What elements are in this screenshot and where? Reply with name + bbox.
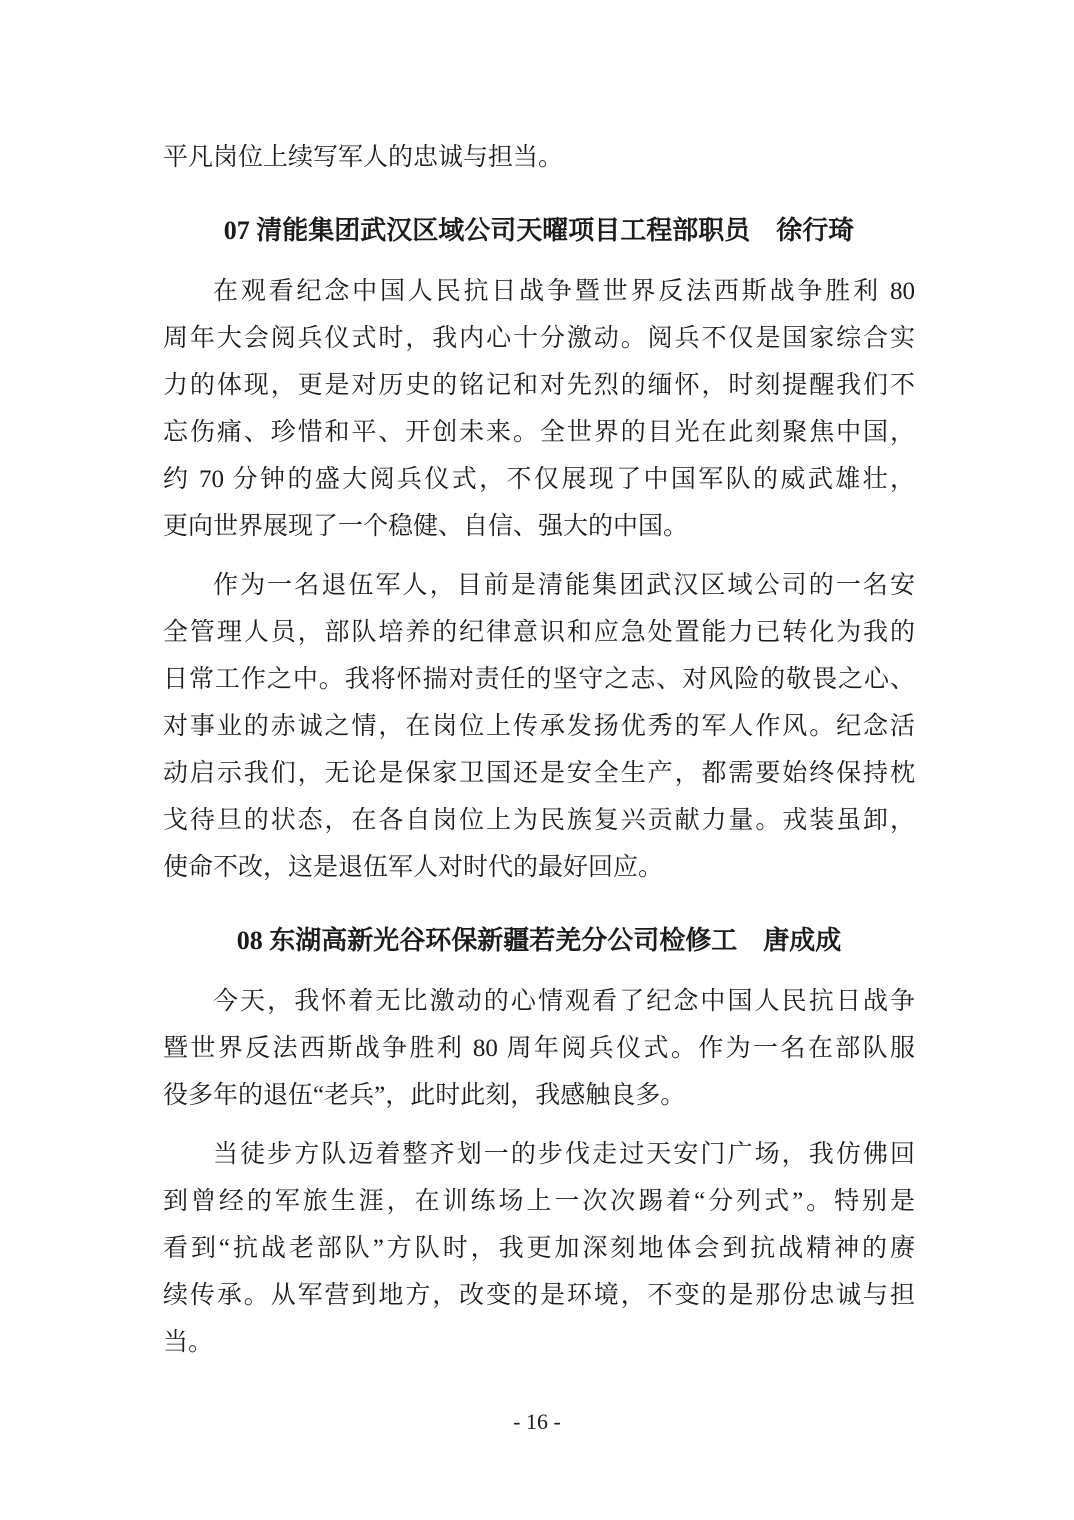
body-line: 日常工作之中。我将怀揣对责任的坚守之志、对风险的敬畏之心、 [163,666,915,693]
body-line: 作为一名退伍军人，目前是清能集团武汉区域公司的一名安 [213,572,915,599]
body-line: 当。 [163,1329,214,1356]
body-line: 对事业的赤诚之情，在岗位上传承发扬优秀的军人作风。纪念活 [163,713,915,740]
body-line: 到曾经的军旅生涯，在训练场上一次次踢着“分列式”。特别是 [163,1188,915,1215]
body-line: 忘伤痛、珍惜和平、开创未来。全世界的目光在此刻聚焦中国， [163,419,915,446]
body-line: 今天，我怀着无比激动的心情观看了纪念中国人民抗日战争 [213,988,915,1015]
body-line: 全管理人员，部队培养的纪律意识和应急处置能力已转化为我的 [163,619,915,646]
body-line: 动启示我们，无论是保家卫国还是安全生产，都需要始终保持枕 [163,760,915,787]
body-line: 暨世界反法西斯战争胜利 80 周年阅兵仪式。作为一名在部队服 [163,1035,915,1062]
section-heading-08: 08 东湖高新光谷环保新疆若羌分公司检修工 唐成成 [236,926,842,955]
body-line: 力的体现，更是对历史的铭记和对先烈的缅怀，时刻提醒我们不 [163,372,915,399]
body-line: 在观看纪念中国人民抗日战争暨世界反法西斯战争胜利 80 [213,278,915,305]
paragraph-08-2 [163,1131,915,1366]
body-line: 续传承。从军营到地方，改变的是环境，不变的是那份忠诚与担 [163,1282,915,1309]
body-line: 周年大会阅兵仪式时，我内心十分激动。阅兵不仅是国家综合实 [163,325,915,352]
body-line: 役多年的退伍“老兵”，此时此刻，我感触良多。 [163,1082,686,1109]
paragraph-08-1 [163,978,915,1119]
body-line: 平凡岗位上续写军人的忠诚与担当。 [163,144,564,171]
body-line: 看到“抗战老部队”方队时，我更加深刻地体会到抗战精神的赓 [163,1235,915,1262]
body-line: 戈待旦的状态，在各自岗位上为民族复兴贡献力量。戎装虽卸， [163,807,915,834]
body-line: 当徒步方队迈着整齐划一的步伐走过天安门广场，我仿佛回 [213,1141,915,1168]
body-line: 更向世界展现了一个稳健、自信、强大的中国。 [163,513,689,540]
body-line: 使命不改，这是退伍军人对时代的最好回应。 [163,854,664,881]
section-heading-07: 07 清能集团武汉区域公司天曜项目工程部职员 徐行琦 [223,216,855,245]
body-line: 约 70 分钟的盛大阅兵仪式，不仅展现了中国军队的威武雄壮， [163,466,915,493]
page-number: - 16 - [513,1409,561,1434]
paragraph-07-1 [163,268,915,550]
paragraph-07-2 [163,562,915,891]
paragraph-continuation [163,134,915,181]
text-content [163,134,915,1378]
